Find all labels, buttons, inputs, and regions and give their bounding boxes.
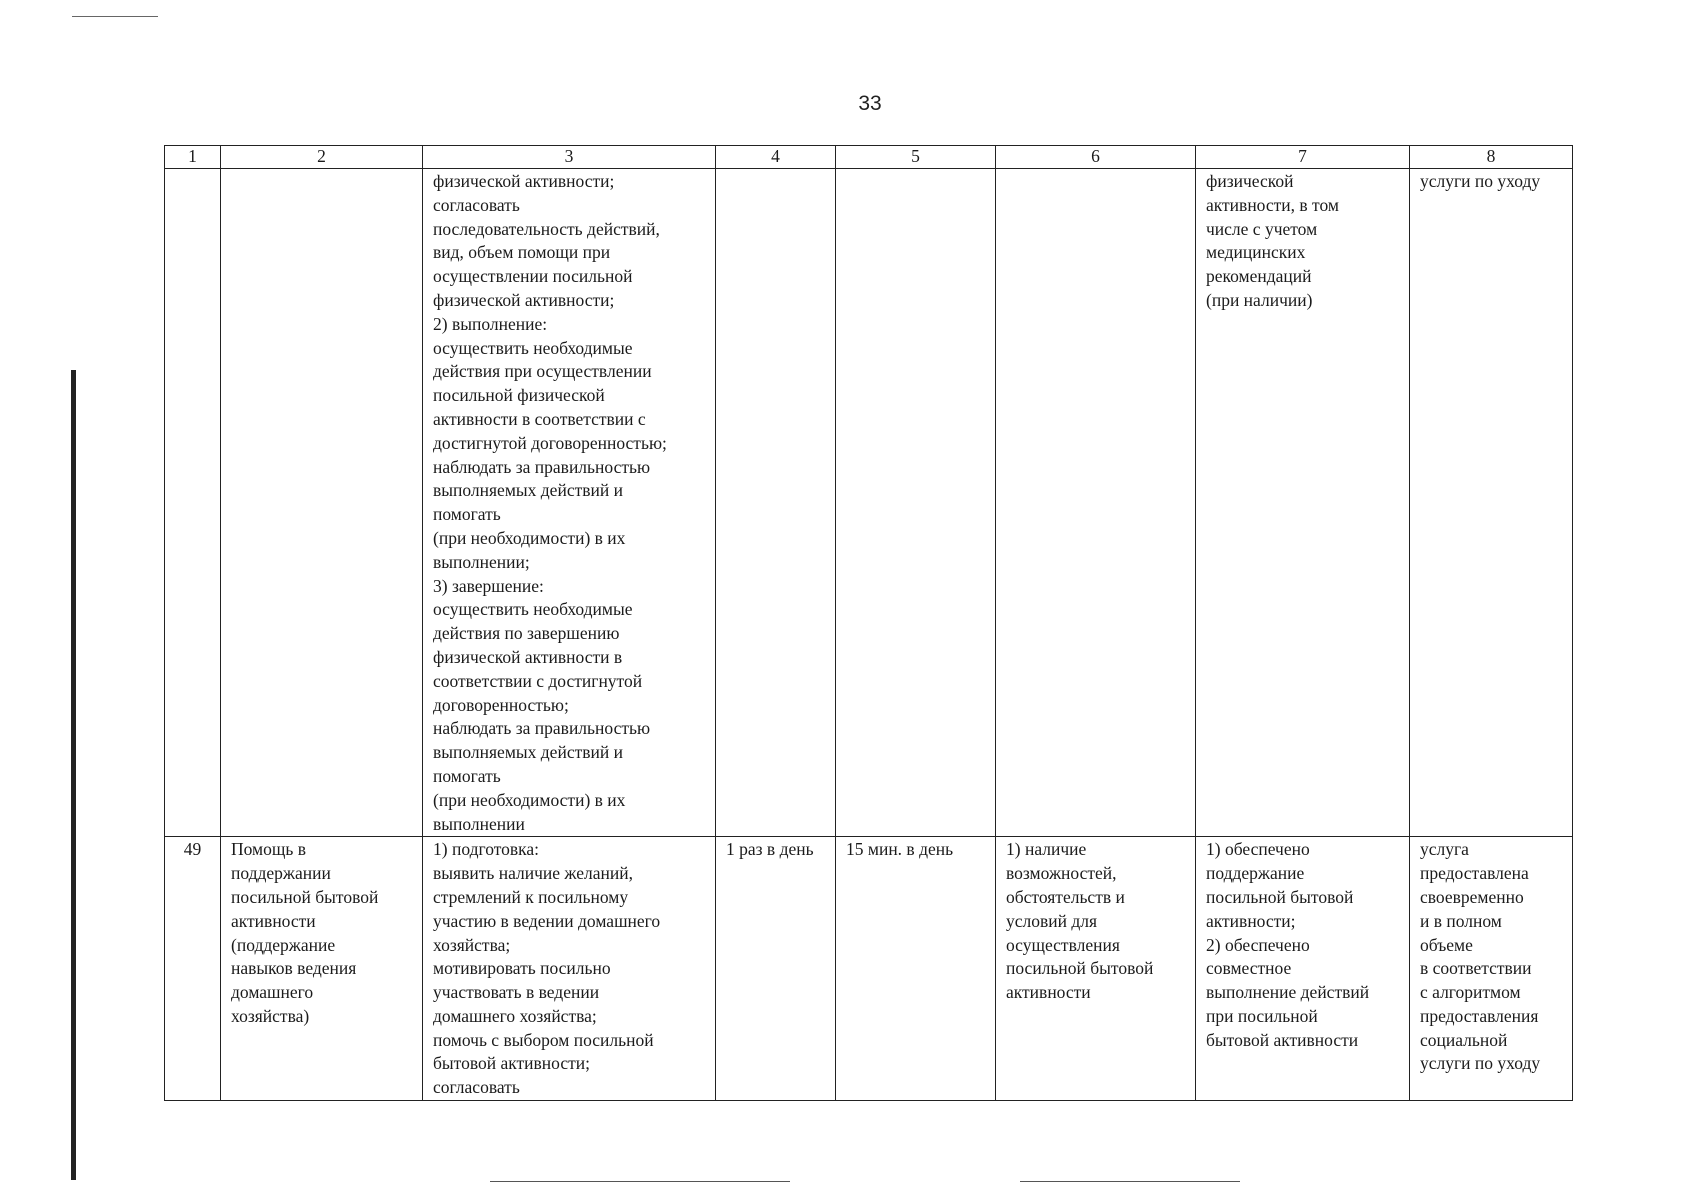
table-row-49: [165, 837, 1573, 1101]
header-cell: 4: [716, 146, 836, 169]
cell-conditions: 1) наличие возможностей, обстоятельств и условий для осуществления посильной бытовой активности: [996, 837, 1196, 1101]
cell-description: физической активности; согласовать последовательность действий, вид, объем помощи при осуществлении посильной физической активности; 2) выполнение: осуществить необходимые действия при осуществлении посильной физической активности в соответствии с достигнутой договоренностью; наблюдать за правильностью выполняемых действий и помогать (при необходимости) в их выполнении; 3) завершение: осуществить необходимые действия по завершению физической активности в соответствии с достигнутой договоренностью; наблюдать за правильностью выполняемых действий и помогать (при необходимости) в их выполнении: [423, 169, 716, 837]
cell-results: физической активности, в том числе с учетом медицинских рекомендаций (при наличии): [1196, 169, 1410, 837]
cell-number: [165, 169, 221, 837]
header-cell: 5: [836, 146, 996, 169]
scan-mark-bottom: [1020, 1181, 1240, 1182]
cell-evaluation: услуги по уходу: [1410, 169, 1573, 837]
cell-conditions: [996, 169, 1196, 837]
header-cell: 8: [1410, 146, 1573, 169]
cell-evaluation: услуга предоставлена своевременно и в полном объеме в соответствии с алгоритмом предоставления социальной услуги по уходу: [1410, 837, 1573, 1101]
page-number: 33: [858, 92, 882, 115]
header-cell: 3: [423, 146, 716, 169]
scan-mark-bottom: [490, 1181, 790, 1182]
cell-frequency: 1 раз в день: [716, 837, 836, 1101]
table-header-row: [165, 146, 1573, 169]
cell-service-name: [221, 169, 423, 837]
cell-results: 1) обеспечено поддержание посильной бытовой активности; 2) обеспечено совместное выполнение действий при посильной бытовой активности: [1196, 837, 1410, 1101]
services-table: [164, 145, 1573, 1101]
scan-mark-left: [71, 370, 76, 1180]
cell-number: 49: [165, 837, 221, 1101]
header-cell: 7: [1196, 146, 1410, 169]
cell-duration: 15 мин. в день: [836, 837, 996, 1101]
header-cell: 2: [221, 146, 423, 169]
header-cell: 6: [996, 146, 1196, 169]
cell-duration: [836, 169, 996, 837]
table-row-continuation: [165, 169, 1573, 837]
cell-description: 1) подготовка: выявить наличие желаний, стремлений к посильному участию в ведении домашнего хозяйства; мотивировать посильно участвовать в ведении домашнего хозяйства; помочь с выбором посильной бытовой активности; согласовать: [423, 837, 716, 1101]
header-cell: 1: [165, 146, 221, 169]
cell-frequency: [716, 169, 836, 837]
cell-service-name: Помощь в поддержании посильной бытовой активности (поддержание навыков ведения домашнего хозяйства): [221, 837, 423, 1101]
scan-mark-top: [72, 16, 158, 17]
